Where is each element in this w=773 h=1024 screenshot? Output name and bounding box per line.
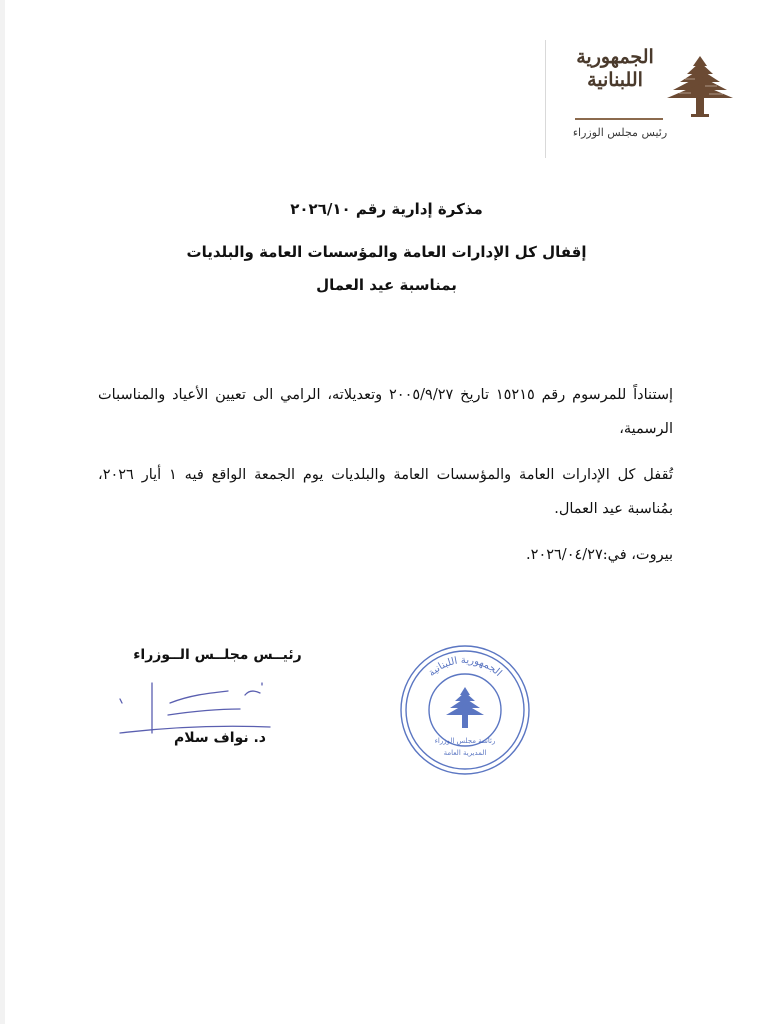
stamp-cedar-icon (446, 687, 484, 728)
memo-subject-line1: إقفال كل الإدارات العامة والمؤسسات العامة والبلديات (186, 243, 587, 261)
official-stamp (398, 643, 532, 777)
letterhead-divider (545, 40, 546, 158)
signatory-name: د. نواف سلام (173, 730, 266, 746)
body-paragraph-closure-notice: تُقفل كل الإدارات العامة والمؤسسات العامة والبلديات يوم الجمعة الواقع فيه ١ أيار ٢٠٢٦، بمُناسبة عيد العمال. (98, 467, 673, 517)
letterhead-title-line1: الجمهورية (576, 46, 654, 68)
letterhead-title (565, 46, 665, 92)
cedar-tree-icon (665, 54, 735, 120)
memo-number: مذكرة إدارية رقم ٢٠٢٦/١٠ (290, 200, 483, 218)
letterhead-subtitle: رئيس مجلس الوزراء (572, 126, 668, 139)
memo-subject-line2: بمناسبة عيد العمال (316, 276, 457, 294)
stamp-inner-text-line1: رئاسة مجلس الوزراء (434, 737, 496, 745)
handwritten-signature (110, 675, 280, 735)
letterhead-title-line2: اللبنانية (587, 69, 643, 91)
page-edge-shadow (0, 0, 5, 1024)
letterhead-rule (575, 118, 663, 120)
stamp-inner-text-line2: المديرية العامة (443, 749, 487, 757)
place-and-date: بيروت، في:٢٠٢٦/٠٤/٢٧. (526, 547, 673, 563)
letterhead (545, 40, 745, 158)
stamp-outer-text: الجمهورية اللبنانية (426, 654, 504, 679)
signatory-title: رئيــس مجلــس الــوزراء (133, 647, 302, 663)
body-paragraph-decree-reference: إستناداً للمرسوم رقم ١٥٢١٥ تاريخ ٢٠٠٥/٩/٢٧ وتعديلاته، الرامي الى تعيين الأعياد والمناسبات الرسمية، (98, 387, 673, 437)
